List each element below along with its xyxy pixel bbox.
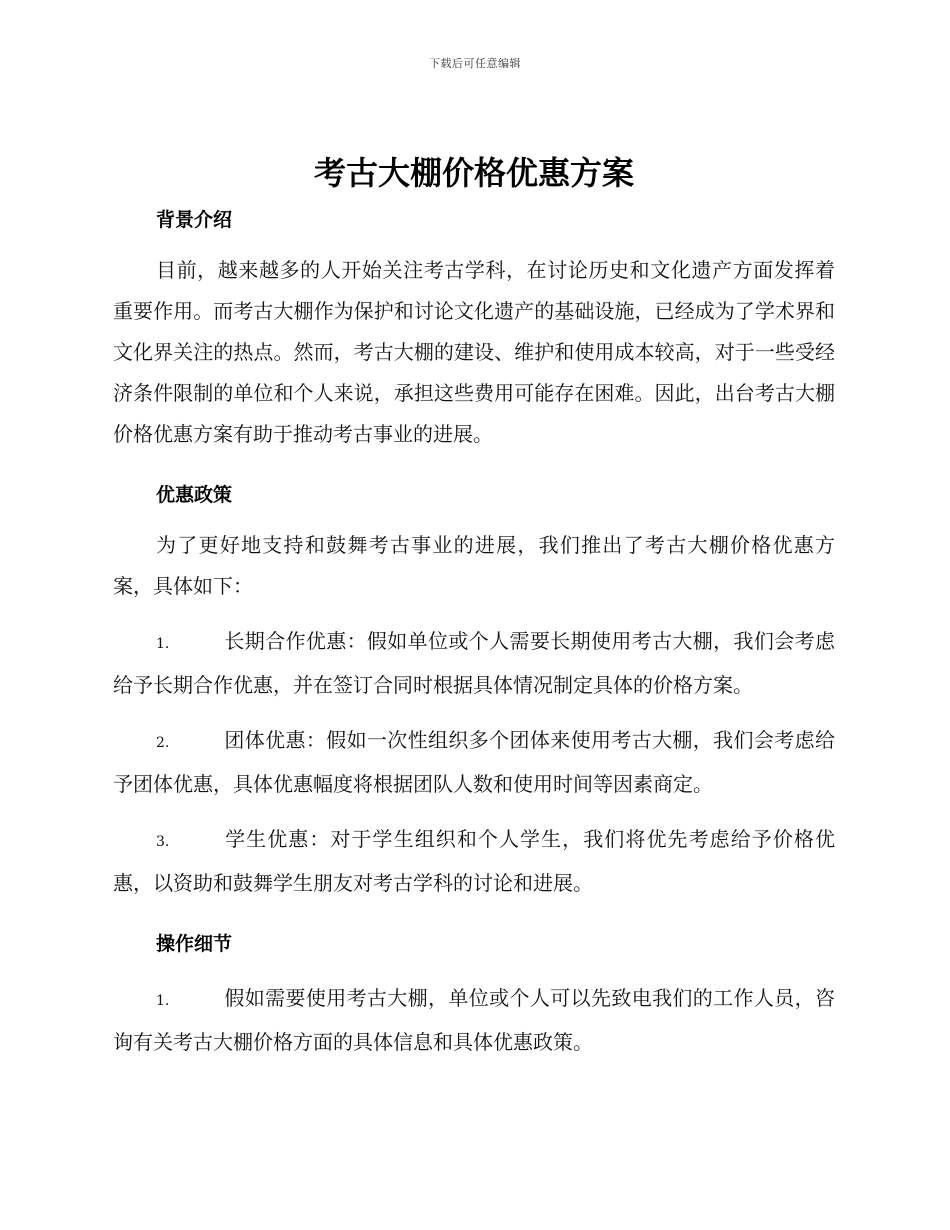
list-item-text: 学生优惠：对于学生组织和个人学生，我们将优先考虑给予价格优惠，以资助和鼓舞学生朋友对考古学科的讨论和进展。: [113, 827, 835, 895]
policy-list-item: [113, 720, 835, 805]
document-title: 考古大棚价格优惠方案: [313, 154, 634, 192]
list-number: 2.: [156, 735, 170, 751]
list-item-text: 假如需要使用考古大棚，单位或个人可以先致电我们的工作人员，咨询有关考古大棚价格方面的具体信息和具体优惠政策。: [113, 986, 835, 1054]
list-item-text: 团体优惠：假如一次性组织多个团体来使用考古大棚，我们会考虑给予团体优惠，具体优惠幅度将根据团队人数和使用时间等因素商定。: [113, 728, 835, 796]
background-paragraph: 目前，越来越多的人开始关注考古学科，在讨论历史和文化遗产方面发挥着重要作用。而考古大棚作为保护和讨论文化遗产的基础设施，已经成为了学术界和文化界关注的热点。然而，考古大棚的建设、维护和使用成本较高，对于一些受经济条件限制的单位和个人来说，承担这些费用可能存在困难。因此，出台考古大棚价格优惠方案有助于推动考古事业的进展。: [113, 258, 835, 446]
policy-intro-paragraph: 为了更好地支持和鼓舞考古事业的进展，我们推出了考古大棚价格优惠方案，具体如下：: [113, 533, 835, 598]
header-note: 下载后可任意编辑: [429, 57, 521, 70]
operation-list-item: [113, 978, 835, 1063]
section-heading-operation: 操作细节: [156, 933, 233, 955]
list-item-text: 长期合作优惠：假如单位或个人需要长期使用考古大棚，我们会考虑给予长期合作优惠，并在签订合同时根据具体情况制定具体的价格方案。: [113, 629, 835, 697]
section-heading-background: 背景介绍: [156, 209, 233, 231]
section-heading-policy: 优惠政策: [156, 484, 233, 506]
policy-list-item: [113, 621, 835, 706]
policy-list-item: [113, 819, 835, 904]
list-number: 1.: [156, 636, 170, 652]
document-body: [113, 150, 835, 1063]
list-number: 3.: [156, 834, 170, 850]
list-number: 1.: [156, 993, 170, 1009]
